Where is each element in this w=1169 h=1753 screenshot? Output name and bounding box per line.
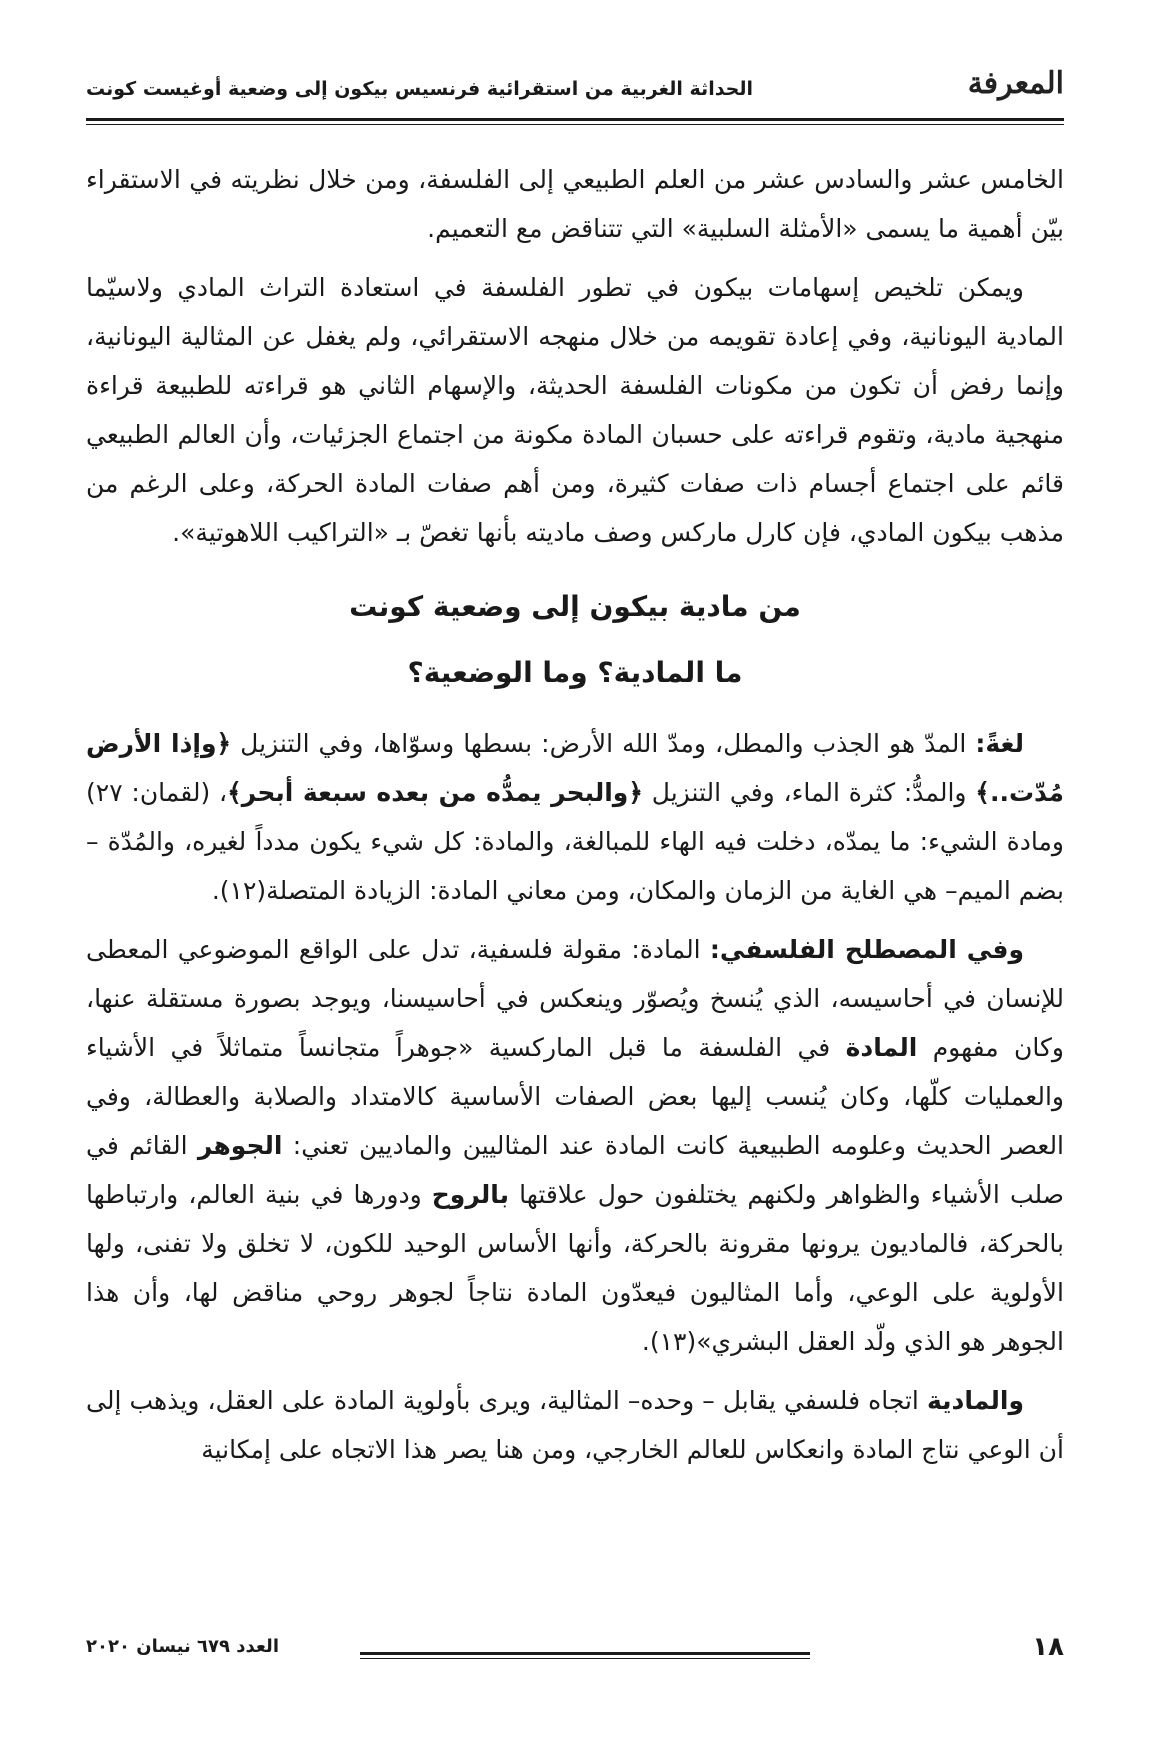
- page-number: ١٨: [1032, 1632, 1064, 1662]
- article-body: [86, 155, 1064, 1484]
- term-substance: الجوهر: [197, 1131, 283, 1160]
- term-materialism: والمادية: [926, 1386, 1024, 1415]
- text-segment: والمدُّ: كثرة الماء، وفي التنزيل: [642, 778, 976, 807]
- header-rule: [86, 118, 1064, 121]
- text-segment: اتجاه فلسفي يقابل – وحده– المثالية، ويرى بأولوية المادة على العقل، ويذهب إلى أن الوعي نتاج المادة وانعكاس للعالم الخارجي، ومن هنا يصر هذا الاتجاه على إمكانية: [86, 1386, 1064, 1464]
- text-segment: المدّ هو الجذب والمطل، ومدّ الله الأرض: بسطها وسوّاها، وفي التنزيل: [231, 729, 976, 758]
- term-philosophical: وفي المصطلح الفلسفي:: [709, 935, 1025, 964]
- paragraph-bacon-contributions: ويمكن تلخيص إسهامات بيكون في تطور الفلسفة في استعادة التراث المادي ولاسيّما المادية اليونانية، وفي إعادة تقويمه من خلال منهجه الاستقرائي، ولم يغفل عن المثالية اليونانية، وإنما رفض أن تكون من مكونات الفلسفة الحديثة، والإسهام الثاني هو قراءته للطبيعة قراءة منهجية مادية، وتقوم قراءته على حسبان المادة مكونة من اجتماع الجزئيات، وأن العالم الطبيعي قائم على اجتماع أجسام ذات صفات كثيرة، ومن أهم صفات المادة الحركة، وعلى الرغم من مذهب بيكون المادي، فإن كارل ماركس وصف ماديته بأنها تغصّ بـ «التراكيب اللاهوتية».: [86, 273, 1064, 547]
- term-lugha: لغةً:: [975, 729, 1024, 758]
- term-matter: المادة: [845, 1033, 918, 1062]
- quran-quote: ﴿وإذا الأرض مُدّت..﴾: [86, 729, 1064, 807]
- paragraph-continuation: الخامس عشر والسادس عشر من العلم الطبيعي إلى الفلسفة، ومن خلال نظريته في الاستقراء بيّن أهمية ما يسمى «الأمثلة السلبية» التي تتناقض مع التعميم.: [86, 165, 1064, 243]
- header-rule-thin: [86, 124, 1064, 125]
- page-footer: [86, 1632, 1064, 1672]
- page-header: [86, 64, 1064, 108]
- text-segment: ودورها في بنية العالم، وارتباطها بالحركة، فالماديون يرونها مقرونة بالحركة، وأنها الأساس الوحيد للكون، لا تخلق ولا تفنى، ولها الأولوية على الوعي، وأما المثاليون فيعدّون المادة نتاجاً لجوهر روحي مناقض لها، وأن هذا الجوهر هو الذي ولّد العقل البشري»(١٣).: [86, 1180, 1064, 1356]
- section-title: من مادية بيكون إلى وضعية كونت: [349, 590, 801, 623]
- paragraph-linguistic-definition: [86, 719, 1064, 915]
- text-segment: في الفلسفة ما قبل الماركسية «جوهراً متجانساً متماثلاً في الأشياء والعمليات كلّها، وكان يُنسب إليها بعض الصفات الأساسية كالامتداد والصلابة والعطالة، وفي العصر الحديث وعلومه الطبيعية كانت المادة عند المثاليين والماديين تعني:: [86, 1033, 1065, 1160]
- section-subtitle: ما المادية؟ وما الوضعية؟: [407, 656, 743, 689]
- term-spirit: بالروح: [431, 1180, 510, 1209]
- running-title: الحداثة الغربية من استقرائية فرنسيس بيكون إلى وضعية أوغيست كونت: [86, 78, 754, 100]
- paragraph-materialism: [86, 1376, 1064, 1474]
- text-segment: ، (لقمان: ٢٧) ومادة الشيء: ما يمدّه، دخلت فيه الهاء للمبالغة، والمادة: كل شيء يكون مدداً لغيره، والمُدّة – بضم الميم– هي الغاية من الزمان والمكان، ومن معاني المادة: الزيادة المتصلة(١٢).: [86, 778, 1064, 905]
- text-segment: المادة: مقولة فلسفية، تدل على الواقع الموضوعي المعطى للإنسان في أحاسيسه، الذي يُنسخ ويُصوّر وينعكس في أحاسيسنا، ويوجد بصورة مستقلة عنها، وكان مفهوم: [86, 935, 1064, 1062]
- quran-quote: ﴿والبحر يمدُّه من بعده سبعة أبحر﴾: [227, 778, 643, 807]
- magazine-logo: المعرفة: [967, 66, 1064, 101]
- issue-info: العدد ٦٧٩ نيسان ٢٠٢٠: [86, 1636, 279, 1657]
- text-segment: القائم في صلب الأشياء والظواهر ولكنهم يختلفون حول علاقتها: [86, 1131, 1064, 1209]
- paragraph-philosophical-term: [86, 925, 1064, 1366]
